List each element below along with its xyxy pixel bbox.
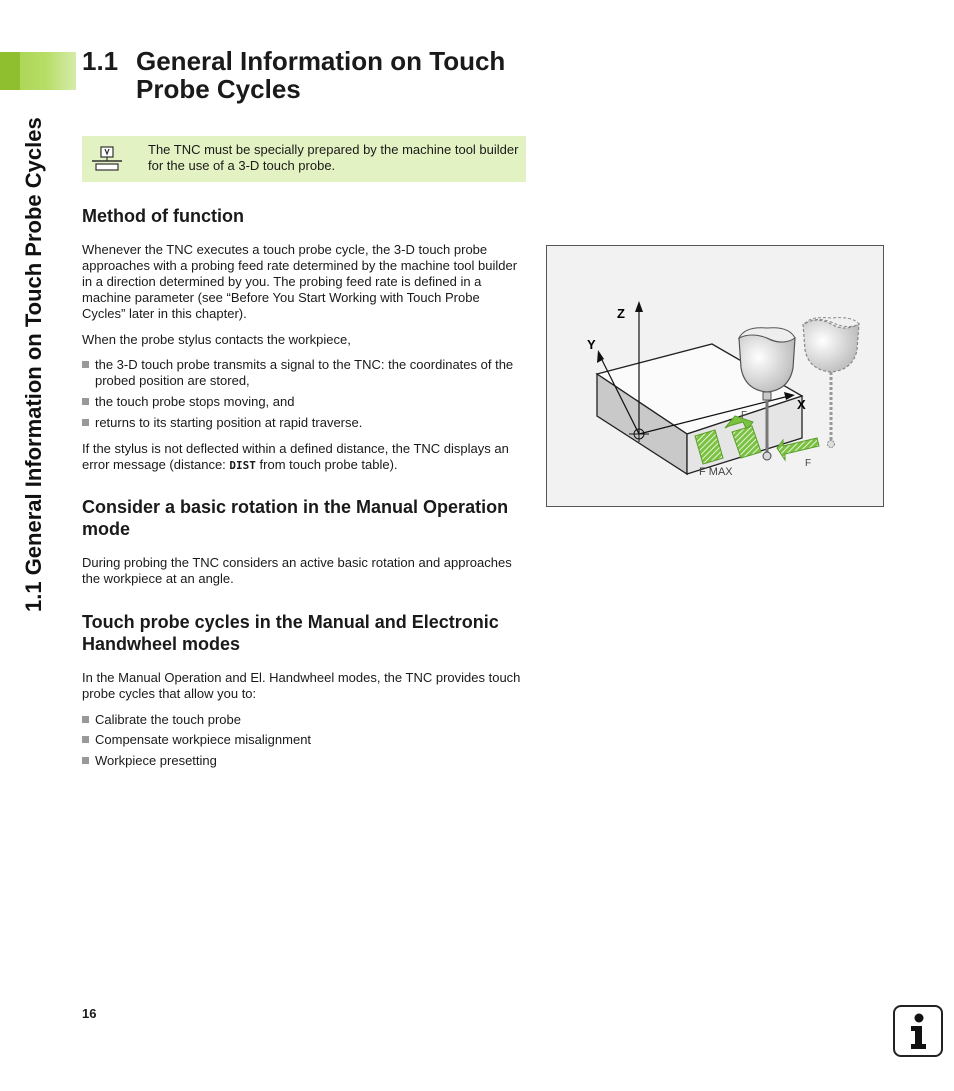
touch-probe-illustration	[547, 246, 883, 506]
page-number: 16	[82, 1006, 97, 1021]
bullet-square-icon	[82, 398, 89, 405]
bullet-square-icon	[82, 716, 89, 723]
section-number: 1.1	[82, 46, 119, 76]
touch-probe-figure	[546, 245, 884, 507]
list-item: Compensate workpiece misalignment	[82, 732, 526, 748]
machine-note-box	[82, 136, 526, 182]
list-item: returns to its starting position at rapid traverse.	[82, 415, 526, 431]
info-icon	[893, 1005, 943, 1057]
heading-manual-handwheel: Touch probe cycles in the Manual and Electronic Handwheel modes	[82, 612, 499, 654]
method-paragraph-1: Whenever the TNC executes a touch probe cycle, the 3-D touch probe approaches with a probing feed rate determined by the machine tool builder in a direction determined by you. The probing feed rate is defined in a machine parameter (see “Before You Start Working with Touch Probe Cycles” later in this chapter).	[82, 242, 518, 321]
note-text: The TNC must be specially prepared by the machine tool builder for the use of a 3-D touch probe.	[148, 142, 519, 173]
method-paragraph-3: If the stylus is not deflected within a defined distance, the TNC displays an error message (distance: DIST from touch probe table).	[82, 441, 509, 472]
method-paragraph-2: When the probe stylus contacts the workpiece,	[82, 332, 351, 347]
bullet-square-icon	[82, 757, 89, 764]
bullet-square-icon	[82, 419, 89, 426]
manual-paragraph: In the Manual Operation and El. Handwheel modes, the TNC provides touch probe cycles that allow you to:	[82, 670, 521, 701]
list-item: Calibrate the touch probe	[82, 712, 526, 728]
title-line-1: General Information on Touch	[136, 46, 506, 76]
list-item: the 3-D touch probe transmits a signal to the TNC: the coordinates of the probed position are stored,	[82, 357, 526, 389]
rotation-paragraph: During probing the TNC considers an active basic rotation and approaches the workpiece at an angle.	[82, 555, 512, 586]
dist-code: DIST	[229, 459, 256, 472]
fmax-label: F MAX	[699, 466, 733, 478]
title-line-2: Probe Cycles	[136, 74, 301, 104]
retract-feed-arrow	[777, 438, 819, 460]
info-glyph	[895, 1007, 941, 1055]
list-item: the touch probe stops moving, and	[82, 394, 526, 410]
bullet-square-icon	[82, 736, 89, 743]
x-axis-label: X	[797, 397, 806, 412]
z-axis-arrowhead	[635, 301, 643, 312]
machine-icon	[90, 145, 124, 173]
f-label-right: F	[805, 458, 812, 469]
list-item: Workpiece presetting	[82, 753, 526, 769]
bullet-square-icon	[82, 361, 89, 368]
heading-method-of-function: Method of function	[82, 206, 244, 226]
z-axis-label: Z	[617, 306, 625, 321]
page-title	[82, 47, 542, 103]
y-axis-label: Y	[587, 337, 596, 352]
vertical-section-title: 1.1 General Information on Touch Probe Cycles	[21, 117, 46, 612]
ghost-probe-start	[803, 318, 859, 448]
f-label-top: F	[741, 410, 748, 421]
heading-basic-rotation: Consider a basic rotation in the Manual Operation mode	[82, 497, 509, 539]
